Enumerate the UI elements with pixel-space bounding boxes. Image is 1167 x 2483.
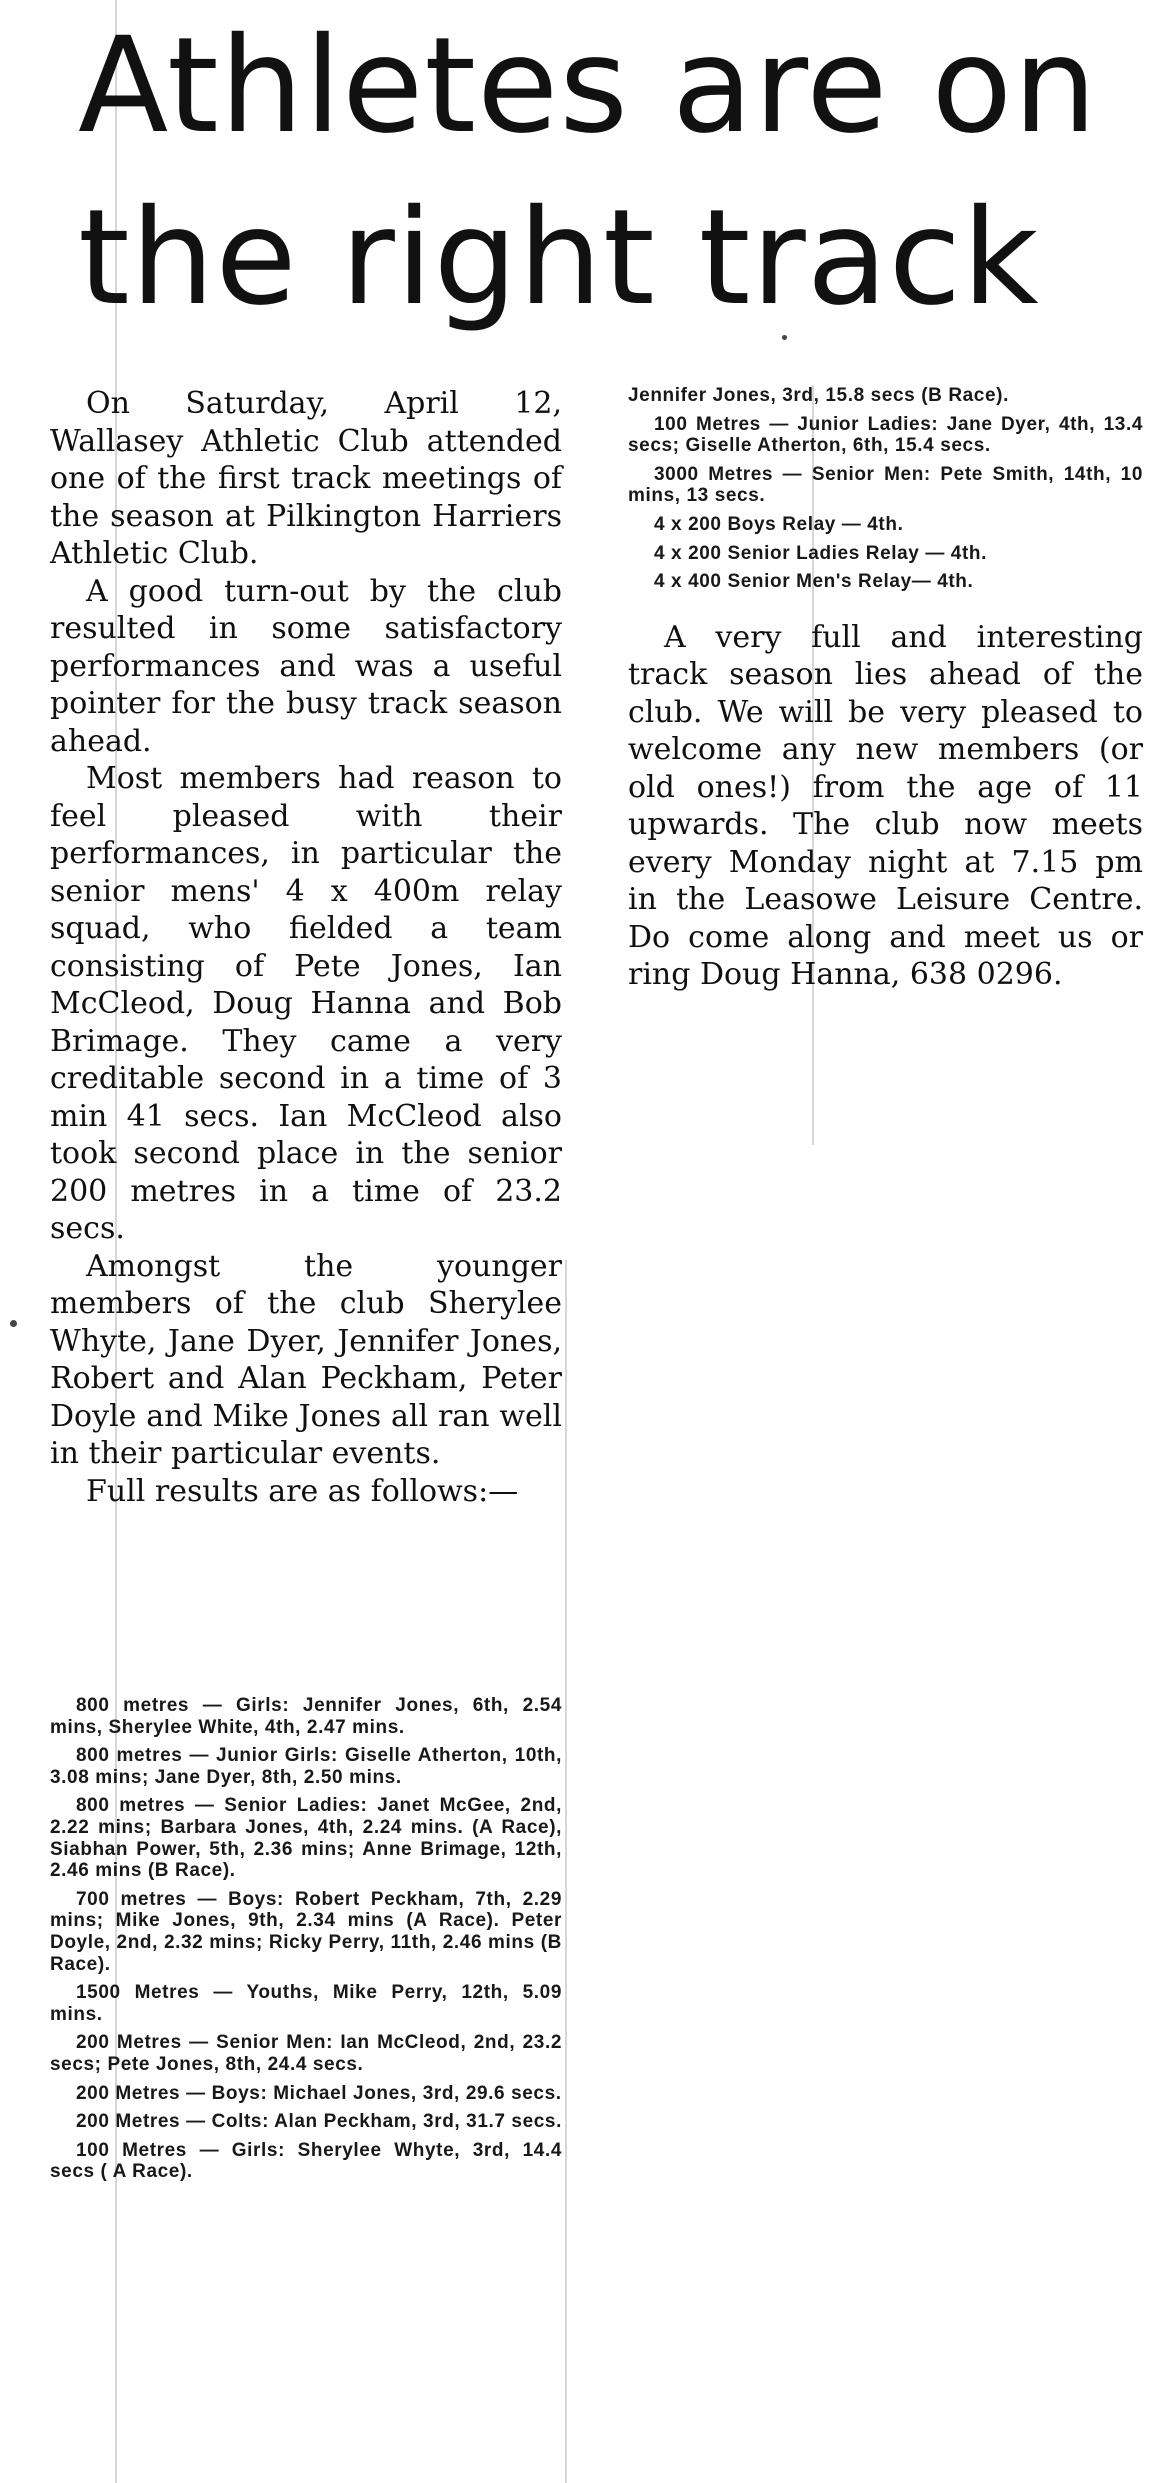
scan-speck (10, 1320, 17, 1327)
right-column (628, 385, 1143, 994)
result-entry: 800 metres — Junior Girls: Giselle Atherton, 10th, 3.08 mins; Jane Dyer, 8th, 2.50 mins. (50, 1745, 562, 1788)
headline-line-2: the right track (78, 181, 1040, 335)
result-entry: 700 metres — Boys: Robert Peckham, 7th, 2.29 mins; Mike Jones, 9th, 2.34 mins (A Race). Peter Doyle, 2nd, 2.32 mins; Ricky Perry, 11th, 2.46 mins (B Race). (50, 1888, 562, 1975)
results-list-left (50, 1695, 562, 2190)
result-entry: 1500 Metres — Youths, Mike Perry, 12th, 5.09 mins. (50, 1982, 562, 2025)
paragraph: On Saturday, April 12, Wallasey Athletic Club attended one of the first track meetings of the season at Pilkington Harriers Athletic Club. (50, 386, 562, 571)
result-entry: 4 x 200 Senior Ladies Relay — 4th. (654, 542, 987, 564)
headline-line-1: Athletes are on (78, 9, 1098, 163)
headline (78, 0, 1138, 344)
scan-rule-middle (565, 1260, 567, 2483)
result-entry: Jennifer Jones, 3rd, 15.8 secs (B Race). (628, 385, 1009, 406)
right-body-text (628, 619, 1143, 994)
result-entry: 100 Metres — Junior Ladies: Jane Dyer, 4th, 13.4 secs; Giselle Atherton, 6th, 15.4 secs. (628, 413, 1143, 457)
result-entry: 100 Metres — Girls: Sherylee Whyte, 3rd, 14.4 secs ( A Race). (50, 2139, 562, 2183)
result-entry: 200 Metres — Senior Men: Ian McCleod, 2nd, 23.2 secs; Pete Jones, 8th, 24.4 secs. (50, 2032, 562, 2075)
result-entry: 800 metres — Senior Ladies: Janet McGee, 2nd, 2.22 mins; Barbara Jones, 4th, 2.24 mins. (A Race), Siabhan Power, 5th, 2.36 mins; Anne Brimage, 12th, 2.46 mins (B Race). (50, 1795, 562, 1882)
result-entry: 800 metres — Girls: Jennifer Jones, 6th, 2.54 mins, Sherylee White, 4th, 2.47 mins. (50, 1695, 562, 1738)
paragraph: A very full and interesting track season lies ahead of the club. We will be very pleased to welcome any new members (or old ones!) from the age of 11 upwards. The club now meets every Monday night at 7.15 pm in the Leasowe Leisure Centre. Do come along and meet us or ring Doug Hanna, 638 0296. (628, 619, 1143, 993)
paragraph: A good turn-out by the club resulted in some satisfactory performances and was a useful pointer for the busy track season ahead. (50, 573, 562, 759)
left-body-text (50, 385, 562, 1510)
result-entry: 4 x 400 Senior Men's Relay— 4th. (654, 571, 974, 593)
result-entry: 4 x 200 Boys Relay — 4th. (654, 513, 904, 535)
result-entry: 3000 Metres — Senior Men: Pete Smith, 14th, 10 mins, 13 secs. (628, 463, 1143, 507)
paragraph: Full results are as follows:— (86, 1473, 519, 1509)
results-list-right (628, 385, 1143, 593)
result-entry: 200 Metres — Colts: Alan Peckham, 3rd, 31.7 secs. (76, 2111, 562, 2133)
result-entry: 200 Metres — Boys: Michael Jones, 3rd, 29.6 secs. (76, 2082, 562, 2104)
left-column (50, 385, 562, 2183)
paragraph: Amongst the younger members of the club Sherylee Whyte, Jane Dyer, Jennifer Jones, Robert and Alan Peckham, Peter Doyle and Mike Jones all ran well in their particular events. (50, 1248, 562, 1471)
paragraph: Most members had reason to feel pleased with their performances, in particular the senior mens' 4 x 400m relay squad, who fielded a team consisting of Pete Jones, Ian McCleod, Doug Hanna and Bob Brimage. They came a very creditable second in a time of 3 min 41 secs. Ian McCleod also took second place in the senior 200 metres in a time of 23.2 secs. (50, 761, 562, 1246)
